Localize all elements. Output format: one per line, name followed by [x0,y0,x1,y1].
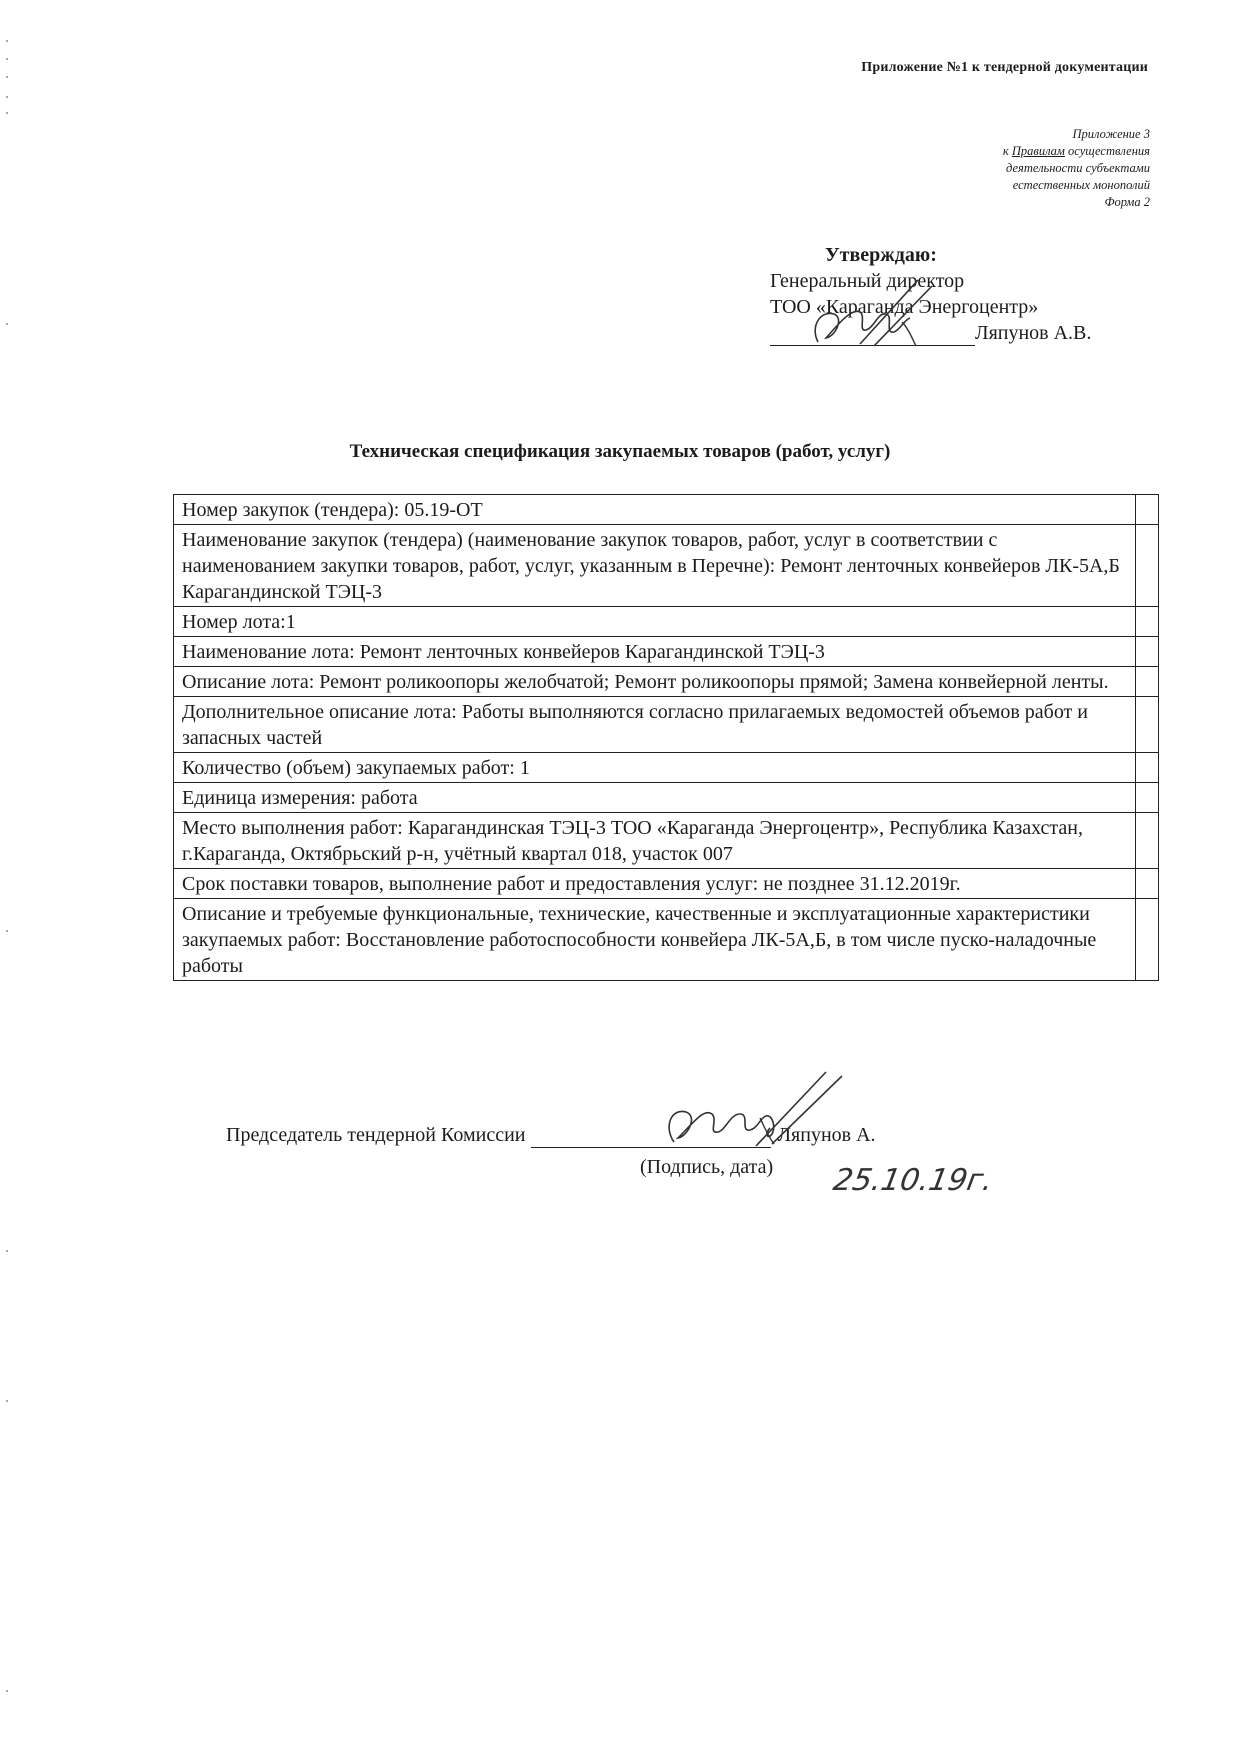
approval-signer: Ляпунов А.В. [975,322,1092,344]
table-row [174,495,1159,525]
spec-cell: Описание лота: Ремонт роликоопоры желобчатой; Ремонт роликоопоры прямой; Замена конвейерной ленты. [174,667,1136,697]
spec-cell: Описание и требуемые функциональные, технические, качественные и эксплуатационные характеристики закупаемых работ: Восстановление работоспособности конвейера ЛК-5А,Б, в том числе пуско-наладочные работы [174,899,1136,981]
scan-speck [6,1250,8,1252]
spec-table [173,494,1159,981]
spec-cell: Дополнительное описание лота: Работы выполняются согласно прилагаемых ведомостей объемов работ и запасных частей [174,697,1136,753]
handwritten-date-text: 25.10.19г. [830,1163,996,1198]
spec-cell: Количество (объем) закупаемых работ: 1 [174,753,1136,783]
director-signature-icon [800,272,960,367]
annex-note [860,126,1150,211]
table-row [174,753,1159,783]
scan-speck [6,40,8,42]
approval-company: ТОО «Караганда Энергоцентр» [770,296,1039,318]
table-row [174,783,1159,813]
table-row [174,607,1159,637]
scan-speck [6,112,8,114]
spec-cell: Номер лота:1 [174,607,1136,637]
table-row [174,637,1159,667]
signature-caption: (Подпись, дата) [640,1156,774,1178]
spec-cell: Наименование закупок (тендера) (наименование закупок товаров, работ, услуг в соответствии с наименованием закупки товаров, работ, услуг, указанным в Перечне): Ремонт ленточных конвейеров ЛК-5А,Б Карагандинской ТЭЦ-3 [174,525,1136,607]
scan-speck [6,96,8,98]
annex-header: Приложение №1 к тендерной документации [861,60,1148,75]
table-row [174,869,1159,899]
document-title: Техническая спецификация закупаемых товаров (работ, услуг) [349,441,891,462]
spec-cell: Наименование лота: Ремонт ленточных конвейеров Карагандинской ТЭЦ-3 [174,637,1136,667]
commission-label: Председатель тендерной Комиссии [226,1124,526,1146]
approval-title: Утверждаю: [825,244,937,266]
scan-speck [6,1690,8,1692]
table-row [174,813,1159,869]
rules-link[interactable]: Правилам [1011,144,1065,158]
table-row [174,667,1159,697]
scan-speck [6,323,8,325]
scan-speck [6,1400,8,1402]
annex-note-line: к Правилам осуществления [1002,144,1150,158]
scan-speck [6,58,8,60]
handwritten-date [830,1156,1006,1211]
annex-note-line: Приложение 3 [1072,127,1150,141]
table-row [174,899,1159,981]
annex-note-line: Форма 2 [1104,195,1150,209]
approval-position: Генеральный директор [770,270,965,292]
chair-signature-icon [660,1068,860,1163]
annex-note-line: естественных монополий [1012,178,1150,192]
spec-cell: Срок поставки товаров, выполнение работ и предоставления услуг: не позднее 31.12.2019г. [174,869,1136,899]
spec-cell: Единица измерения: работа [174,783,1136,813]
scan-speck [6,76,8,78]
spec-cell: Номер закупок (тендера): 05.19-ОТ [174,495,1136,525]
commission-signer: Ляпунов А. [777,1124,876,1146]
scan-speck [6,930,8,932]
spec-cell: Место выполнения работ: Карагандинская ТЭЦ-3 ТОО «Караганда Энергоцентр», Республика Казахстан, г.Караганда, Октябрьский р-н, учётный квартал 018, участок 007 [174,813,1136,869]
table-row [174,697,1159,753]
annex-note-line: деятельности субъектами [1005,161,1150,175]
table-row [174,525,1159,607]
